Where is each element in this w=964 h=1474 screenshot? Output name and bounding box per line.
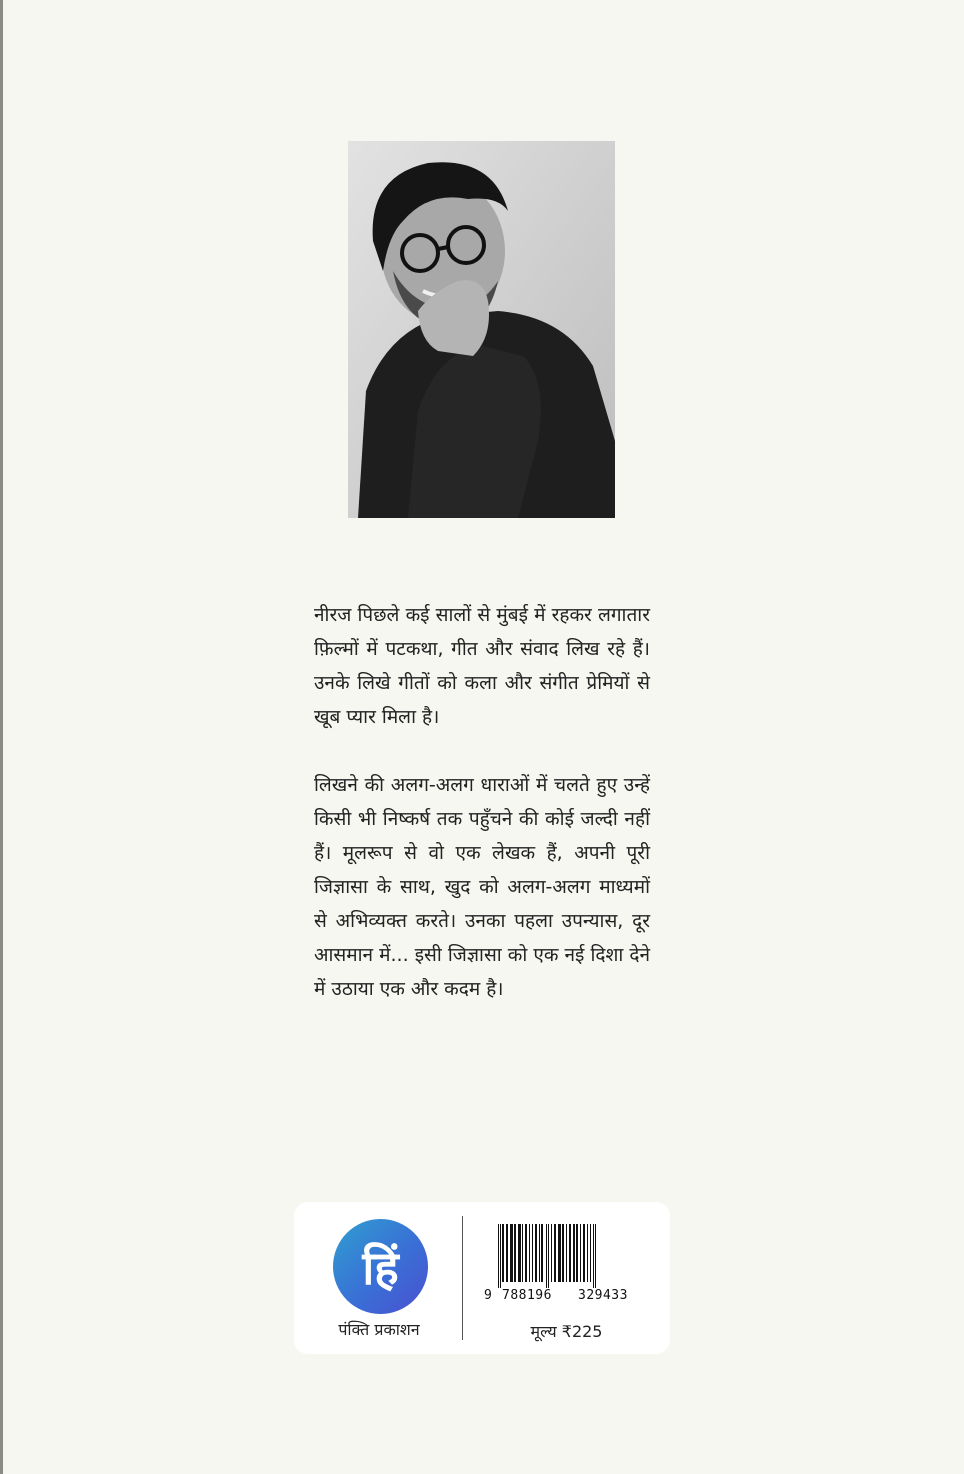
barcode-bar <box>500 1224 501 1288</box>
barcode-bar <box>506 1224 508 1282</box>
barcode-bar <box>514 1224 516 1282</box>
barcode-bar <box>525 1224 527 1282</box>
barcode-bar <box>576 1224 578 1282</box>
barcode-bar <box>562 1224 564 1282</box>
barcode-bar <box>566 1224 567 1282</box>
publisher-logo-icon: हिं <box>333 1219 428 1314</box>
barcode-right-group: 329433 <box>578 1288 628 1303</box>
publisher-name: पंक्ति प्रकाशन <box>338 1320 420 1339</box>
barcode-bar <box>532 1224 533 1282</box>
barcode-bar <box>539 1224 540 1282</box>
barcode-bar <box>548 1224 549 1288</box>
barcode-bars <box>484 1224 649 1288</box>
barcode-first-digit: 9 <box>484 1288 493 1303</box>
barcode-left-group: 788196 <box>502 1288 552 1303</box>
barcode-bar <box>573 1224 575 1282</box>
divider <box>462 1216 463 1340</box>
barcode-bar <box>498 1224 499 1288</box>
barcode-bar <box>593 1224 594 1288</box>
barcode-bar <box>535 1224 537 1282</box>
barcode-bar <box>510 1224 513 1282</box>
barcode-bar <box>529 1224 530 1282</box>
barcode-bar <box>551 1224 552 1282</box>
barcode-bar <box>554 1224 556 1282</box>
barcode-bar <box>558 1224 561 1282</box>
page-edge <box>0 0 3 1474</box>
author-photo <box>348 141 615 518</box>
barcode-bar <box>590 1224 591 1282</box>
publisher-footer <box>294 1202 670 1354</box>
barcode-bar <box>522 1224 523 1282</box>
barcode-bar <box>580 1224 581 1282</box>
barcode-bar <box>541 1224 543 1282</box>
price-label: मूल्य ₹225 <box>530 1322 603 1341</box>
barcode-bar <box>569 1224 571 1282</box>
bio-paragraph-1: नीरज पिछले कई सालों से मुंबई में रहकर लगातार फ़िल्मों में पटकथा, गीत और संवाद लिख रहे हैं। उनके लिखे गीतों को कला और संगीत प्रेमियों से खूब प्यार मिला है। <box>314 604 650 728</box>
barcode-bar <box>587 1224 588 1282</box>
barcode-bar <box>502 1224 504 1282</box>
barcode-bar <box>546 1224 547 1288</box>
bio-paragraph-2: लिखने की अलग-अलग धाराओं में चलते हुए उन्हें किसी भी निष्कर्ष तक पहुँचने की कोई जल्दी नहीं हैं। मूलरूप से वो एक लेखक हैं, अपनी पूरी जिज्ञासा के साथ, खुद को अलग-अलग माध्यमों से अभिव्यक्त करते। उनका पहला उपन्यास, दूर आसमान में... इसी जिज्ञासा को एक नई दिशा देने में उठाया एक और कदम है। <box>314 774 650 1000</box>
barcode-bar <box>595 1224 596 1288</box>
isbn-barcode <box>484 1224 649 1306</box>
barcode-bar <box>518 1224 521 1282</box>
author-bio <box>314 598 650 1006</box>
barcode-bar <box>583 1224 585 1282</box>
